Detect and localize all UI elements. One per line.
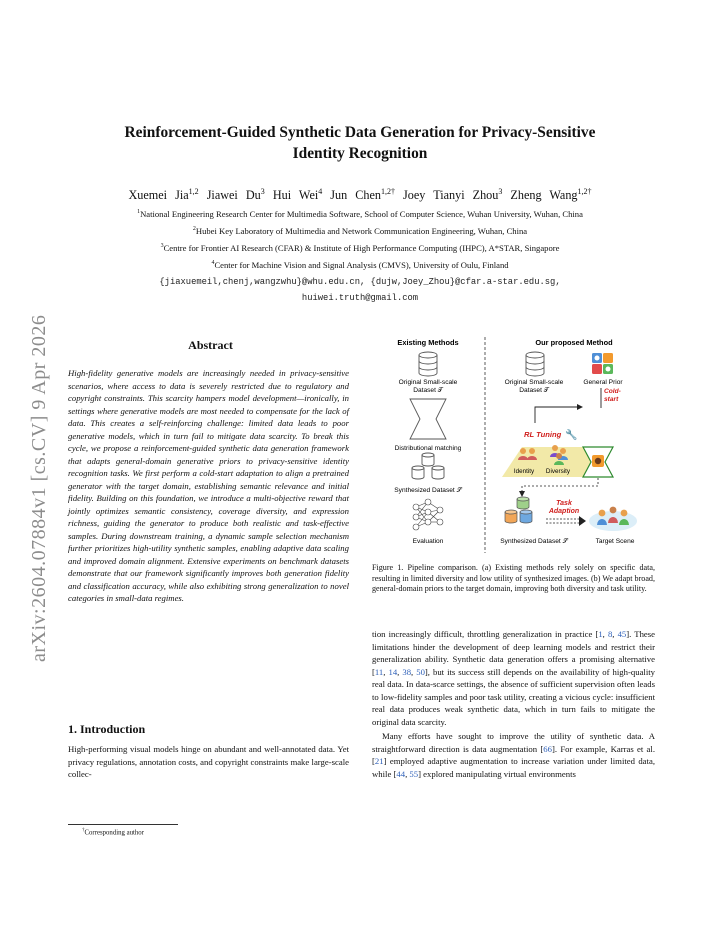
citation-link[interactable]: 21 (374, 756, 384, 766)
affiliation-2: $^2$Hubei Key Laboratory of Multimedia and Network Communication Engineering, Wuhan, China (192, 226, 528, 236)
intro-heading: 1. Introduction (68, 722, 146, 736)
citation-link[interactable]: 8 (607, 629, 613, 639)
synth-databases-icon (505, 497, 532, 523)
existing-methods-label: Existing Methods (397, 338, 459, 347)
task-adaption-label-2: Adaption (548, 508, 580, 515)
title-line-1: Reinforcement-Guided Synthetic Data Generation for Privacy-Sensitive (124, 124, 596, 141)
footnote: †Corresponding author (82, 828, 144, 837)
email-line-1: {jiaxuemeil,chenj,wangzwhu}@whu.edu.cn, {dujw,Joey_Zhou}@cfar.a-star.edu.sg, (159, 277, 561, 287)
author: Hui Wei$^4$ (272, 187, 323, 203)
arrow-generator-to-synth (522, 478, 598, 493)
figure-caption: Figure 1. Pipeline comparison. (a) Existing methods rely solely on specific data, resulting in limited diversity and low utility of synthesized images. (b) We adapt broad, general-domain priors to the target domain, improving both diversity and task utility. (372, 563, 655, 593)
synth-dataset-label-left: Synthesized Dataset 𝒮 (394, 487, 462, 494)
rl-tuning-label: RL Tuning (524, 430, 562, 439)
orig-dataset-label-right-2: Dataset 𝒯 (519, 387, 549, 394)
evaluation-label: Evaluation (412, 538, 444, 545)
author-list (60, 187, 660, 203)
affiliation-3: $^3$Centre for Frontier AI Research (CFAR) & Institute of High Performance Computing (IHPC), A*STAR, Singapore (160, 243, 560, 253)
neural-network-icon (413, 499, 443, 530)
hourglass-icon (410, 399, 446, 439)
citation-link[interactable]: 1 (598, 629, 603, 639)
citation-link[interactable]: 50 (416, 666, 425, 677)
citation-link[interactable]: 38 (402, 666, 412, 677)
email-line-2: huiwei.truth@gmail.com (301, 293, 419, 303)
author: Zheng Wang$^{1,2\dagger}$ (510, 187, 592, 203)
citation-link[interactable]: 44 (396, 768, 406, 779)
generator-face-hair (595, 458, 601, 464)
title-line-2: Identity Recognition (292, 145, 428, 162)
arxiv-stamp-text: arXiv:2604.07884v1 [cs.CV] 9 Apr 2026 (28, 314, 50, 662)
arrow-dataset-to-generator (535, 407, 577, 423)
orig-dataset-label-right: Original Small-scale (504, 379, 564, 386)
author: Xuemei Jia$^{1,2}$ (128, 187, 199, 203)
task-adaption-label: Task (556, 500, 572, 507)
target-scene-icon (589, 507, 637, 531)
task-adaption-arrow-head (579, 516, 586, 526)
task-adaption-arrow (546, 519, 580, 523)
author: Jun Chen$^{1,2\dagger}$ (330, 187, 395, 203)
distribution-matching-label: Distributional matching (394, 445, 462, 452)
author: Jiawei Du$^3$ (206, 187, 265, 203)
arrow-head (577, 404, 583, 410)
citation-link[interactable]: 45 (617, 629, 627, 639)
footnote-rule (68, 824, 178, 825)
database-icon-right (526, 352, 544, 376)
author: Joey Tianyi Zhou$^3$ (403, 187, 503, 203)
citation-link[interactable]: 55 (409, 768, 419, 779)
general-prior-icon (592, 353, 613, 374)
abstract-text: High-fidelity generative models are increasingly needed in privacy-sensitive scenarios, where access to data is severely restricted due to regulatory and copyright constraints. This scarcity hampers model development—ironically, in settings where generative models are most needed to compensate for the lack of data. This creates a self-reinforcing challenge: limited data leads to poor generative models, which in turn fail to mitigate data scarcity. To break this cycle, we propose a reinforcement-guided synthetic data generation framework that adapts general-domain generative priors to privacy-sensitive identity recognition tasks. We first perform a cold-start adaptation to align a pretrained generator with the target domain, establishing semantic relevance and initial fidelity. Building on this foundation, we introduce a multi-objective reward that jointly optimizes semantic consistency, coverage diversity, and expression richness, guiding the generator to produce both realistic and task-effective samples. During downstream training, a dynamic sample selection mechanism further prioritizes high-utility synthetic samples, enabling adaptive data scaling and improved domain alignment. Extensive experiments on benchmark datasets demonstrate that our framework significantly improves both generation fidelity and classification accuracy, while also exhibiting strong generalization to novel categories in small-data regimes. (68, 368, 349, 603)
wrench-icon: 🔧 (565, 430, 578, 441)
figure-pipeline (372, 335, 655, 560)
citation-link[interactable]: 14 (388, 666, 398, 677)
citation-link[interactable]: 66 (543, 743, 552, 754)
intro-paragraph: High-performing visual models hinge on abundant and well-annotated data. Yet privacy regulations, annotation costs, and copyright constraints make large-scale collec- (68, 744, 349, 779)
database-icon (419, 352, 437, 376)
intro-paragraph-right-2: Many efforts have sought to improve the utility of synthetic data. A straightforward direction is data augmentation [66]. For example, Karras et al. [21] employed adaptive augmentation to increase variation under limited data, while [44, 55] explored manipulating virtual environments (372, 731, 655, 779)
proposed-method-label: Our proposed Method (535, 338, 613, 347)
orig-dataset-label-left-2: Dataset 𝒯 (413, 387, 443, 394)
cold-start-label: Cold- (604, 388, 621, 395)
affiliation-4: $^4$Center for Machine Vision and Signal Analysis (CMVS), University of Oulu, Finland (211, 260, 509, 270)
arrow-head-2 (519, 491, 525, 497)
intro-right-column (372, 628, 655, 780)
diversity-label: Diversity (545, 468, 571, 475)
affiliation-1: $^1$National Engineering Research Center for Multimedia Software, School of Computer Science, Wuhan University, Wuhan, China (137, 209, 583, 219)
synth-dataset-label-right: Synthesized Dataset 𝒮 (500, 538, 568, 545)
citation-link[interactable]: 11 (374, 666, 384, 677)
identity-label: Identity (513, 468, 535, 475)
databases-icon (412, 453, 444, 479)
general-prior-label: General Prior (583, 379, 623, 386)
arxiv-stamp (18, 262, 56, 662)
intro-paragraph-right-1: tion increasingly difficult, throttling generalization in practice [1, 8, 45]. These limitations hinder the development of deep learning models and restrict their generalization ability. Synthetic data generation offers a promising alternative [11, 14, 38, 50], but its success still depends on the availability of high-quality real data. In data-scarce settings, the absence of sufficient supervision often leads to low-fidelity samples and poor task utility, creating a vicious cycle: insufficient real data produces weak synthetic data, which in turn fails to mitigate the original data scarcity. (372, 629, 656, 727)
target-scene-label: Target Scene (595, 538, 635, 545)
cold-start-label-2: start (604, 396, 619, 403)
abstract-heading: Abstract (188, 338, 233, 352)
orig-dataset-label-left: Original Small-scale (398, 379, 458, 386)
paper-title (70, 122, 650, 164)
